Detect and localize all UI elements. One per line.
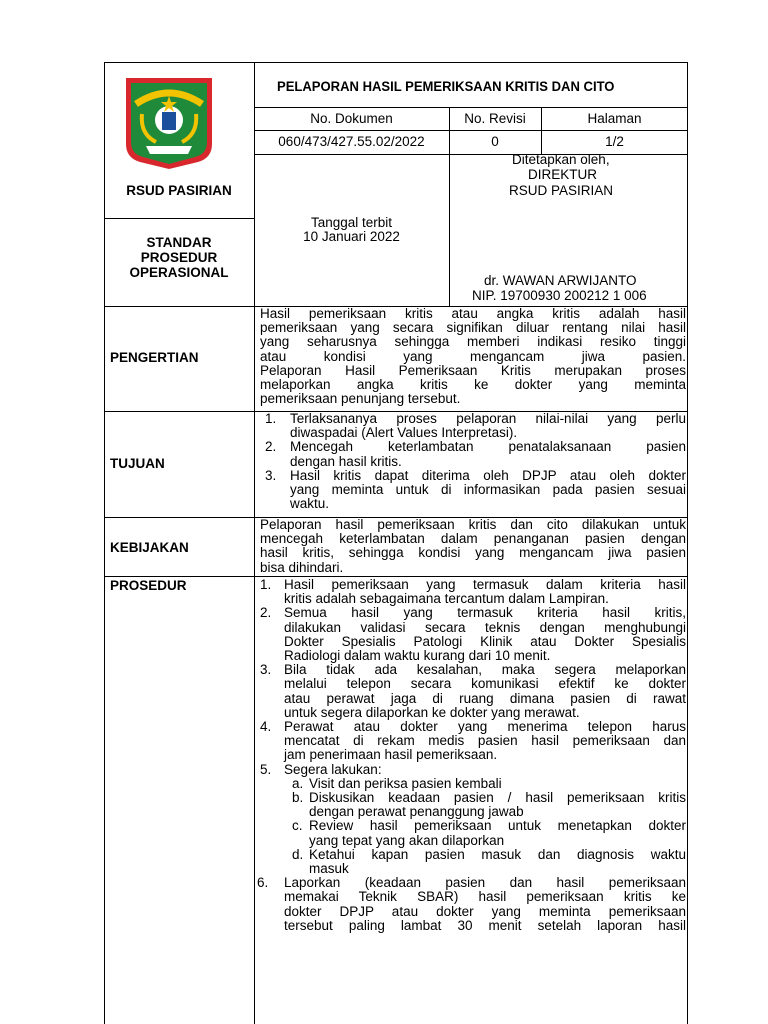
- list-item-line: Bila tidak ada kesalahan, maka segera melaporkan: [284, 662, 686, 678]
- paragraph-line: bisa dihindari.: [260, 559, 344, 575]
- list-item-line: Radiologi dalam waktu kurang dari 10 menit.: [284, 648, 551, 663]
- sop-label-3: OPERASIONAL: [129, 265, 229, 280]
- paragraph-line: Pelaporan hasil pemeriksaan kritis dan cito dilakukan untuk: [260, 517, 686, 532]
- list-number: 5.: [260, 761, 272, 777]
- signer-name: dr. WAWAN ARWIJANTO: [484, 273, 637, 288]
- list-item-line: untuk segera dilaporkan ke dokter yang merawat.: [284, 704, 580, 720]
- ditetapkan-rsud: RSUD PASIRIAN: [509, 183, 614, 198]
- list-number: 3.: [265, 467, 277, 483]
- list-item-line: dengan perawat penanggung jawab: [309, 804, 524, 820]
- list-item-line: memakai Teknik SBAR) hasil pemeriksaan kritis ke: [284, 889, 686, 905]
- paragraph-line: melaporkan angka kritis ke dokter yang meminta: [260, 377, 686, 392]
- list-item-line: dokter DPJP atau dokter yang meminta pemeriksaan: [284, 903, 686, 919]
- list-number: 4.: [260, 719, 272, 734]
- list-number: b.: [292, 790, 304, 805]
- sop-label-2: PROSEDUR: [140, 250, 218, 265]
- col-halaman: Halaman: [587, 111, 642, 126]
- list-item-line: dengan hasil kritis.: [290, 453, 402, 469]
- list-item-line: Dokter Spesialis Patologi Klinik atau Dokter Spesialis: [284, 633, 686, 649]
- row-line: [254, 107, 688, 108]
- paragraph-line: pemeriksaan yang secara signifikan diluar rentang nilai hasil: [260, 320, 686, 336]
- list-item-line: Laporkan (keadaan pasien dan hasil pemeriksaan: [284, 875, 686, 891]
- ditetapkan-direktur: DIREKTUR: [528, 167, 598, 182]
- tanggal-value: 10 Januari 2022: [303, 229, 400, 244]
- label-prosedur: PROSEDUR: [110, 578, 187, 593]
- frame-top: [104, 62, 688, 63]
- frame-right: [687, 62, 688, 1024]
- paragraph-line: Pelaporan Hasil Pemeriksaan Kritis merupakan proses: [260, 362, 686, 378]
- list-number: a.: [292, 775, 304, 791]
- document-title: [277, 80, 644, 94]
- label-pengertian: PENGERTIAN: [110, 350, 199, 365]
- list-item-line: Diskusikan keadaan pasien / hasil pemeriksaan kritis: [309, 790, 686, 805]
- list-item-line: Semua hasil yang termasuk kriteria hasil kritis,: [284, 605, 686, 621]
- paragraph-line: pemeriksaan penunjang tersebut.: [260, 391, 461, 407]
- list-number: 2.: [260, 605, 272, 621]
- hospital-name: RSUD PASIRIAN: [126, 183, 232, 198]
- list-item-line: waktu.: [290, 496, 330, 512]
- row-line: [104, 218, 255, 219]
- list-number: 1.: [260, 577, 272, 592]
- list-item-line: Hasil kritis dapat diterima oleh DPJP atau oleh dokter: [290, 467, 686, 483]
- list-item-line: tersebut paling lambat 30 menit setelah laporan hasil: [284, 917, 686, 933]
- paragraph-line: hasil kritis, sehingga kondisi yang mengancam jiwa pasien: [260, 545, 686, 561]
- list-item-line: Terlaksananya proses pelaporan nilai-nilai yang perlu: [290, 411, 686, 426]
- paragraph-line: Hasil pemeriksaan kritis atau angka kritis adalah hasil: [260, 306, 686, 321]
- sop-document: [104, 62, 688, 1024]
- list-item-line: Hasil pemeriksaan yang termasuk dalam kriteria hasil: [284, 577, 686, 592]
- sop-label-1: STANDAR: [146, 235, 212, 250]
- list-item-line: jam penerimaan hasil pemeriksaan.: [284, 747, 498, 763]
- paragraph-line: atau kondisi yang mengancam jiwa pasien.: [260, 348, 686, 364]
- list-number: 6.: [257, 875, 269, 891]
- list-item-line: yang meminta untuk di informasikan pada pasien sesuai: [290, 482, 686, 497]
- list-item-line: diwaspadai (Alert Values Interpretasi).: [290, 425, 518, 441]
- list-item-line: atau perawat jaga di ruang dimana pasien di rawat: [284, 690, 686, 706]
- kabupaten-lumajang-logo: [122, 74, 216, 170]
- value-no-dokumen: 060/473/427.55.02/2022: [278, 134, 425, 149]
- frame-left: [104, 62, 105, 1024]
- row-line: [254, 130, 688, 131]
- col-no-dokumen: No. Dokumen: [310, 111, 393, 126]
- list-item-line: Segera lakukan:: [284, 761, 382, 777]
- value-halaman: 1/2: [605, 134, 624, 149]
- column-separator: [254, 62, 255, 1024]
- list-number: 3.: [260, 662, 272, 678]
- value-no-revisi: 0: [491, 134, 499, 149]
- list-item-line: Visit dan periksa pasien kembali: [309, 775, 502, 791]
- list-item-line: yang tepat yang akan dilaporkan: [309, 832, 505, 848]
- row-line: [254, 154, 688, 155]
- list-item-line: dilakukan validasi secara teknis dengan menghubungi: [284, 619, 686, 635]
- list-item-line: melalui telepon secara komunikasi efektif ke dokter: [284, 676, 686, 692]
- label-kebijakan: KEBIJAKAN: [110, 540, 189, 555]
- list-item-line: kritis adalah sebagaimana tercantum dalam Lampiran.: [284, 591, 609, 607]
- list-item-line: Ketahui kapan pasien masuk dan diagnosis waktu: [309, 846, 686, 862]
- list-number: 1.: [265, 411, 277, 426]
- list-item-line: Review hasil pemeriksaan untuk menetapkan dokter: [309, 818, 686, 834]
- col-line: [449, 154, 450, 306]
- list-number: d.: [292, 846, 304, 862]
- document-title-text: PELAPORAN HASIL PEMERIKSAAN KRITIS DAN CITO: [277, 79, 615, 95]
- label-tujuan: TUJUAN: [110, 456, 165, 471]
- list-item-line: Mencegah keterlambatan penatalaksanaan pasien: [290, 439, 686, 455]
- signer-nip: NIP. 19700930 200212 1 006: [472, 288, 647, 303]
- list-item-line: masuk: [309, 861, 349, 876]
- list-item-line: Perawat atau dokter yang menerima telepon harus: [284, 719, 686, 734]
- tanggal-label: Tanggal terbit: [310, 215, 393, 230]
- list-number: 2.: [265, 439, 277, 455]
- paragraph-line: yang seharusnya sehingga memberi indikasi resiko tinggi: [260, 334, 686, 350]
- paragraph-line: mencegah keterlambatan dalam penanganan pasien dengan: [260, 531, 686, 547]
- list-number: c.: [292, 818, 303, 834]
- ditetapkan-oleh: Ditetapkan oleh,: [512, 152, 610, 167]
- list-item-line: mencatat di rekam medis pasien hasil pemeriksaan dan: [284, 733, 686, 749]
- col-no-revisi: No. Revisi: [464, 111, 526, 126]
